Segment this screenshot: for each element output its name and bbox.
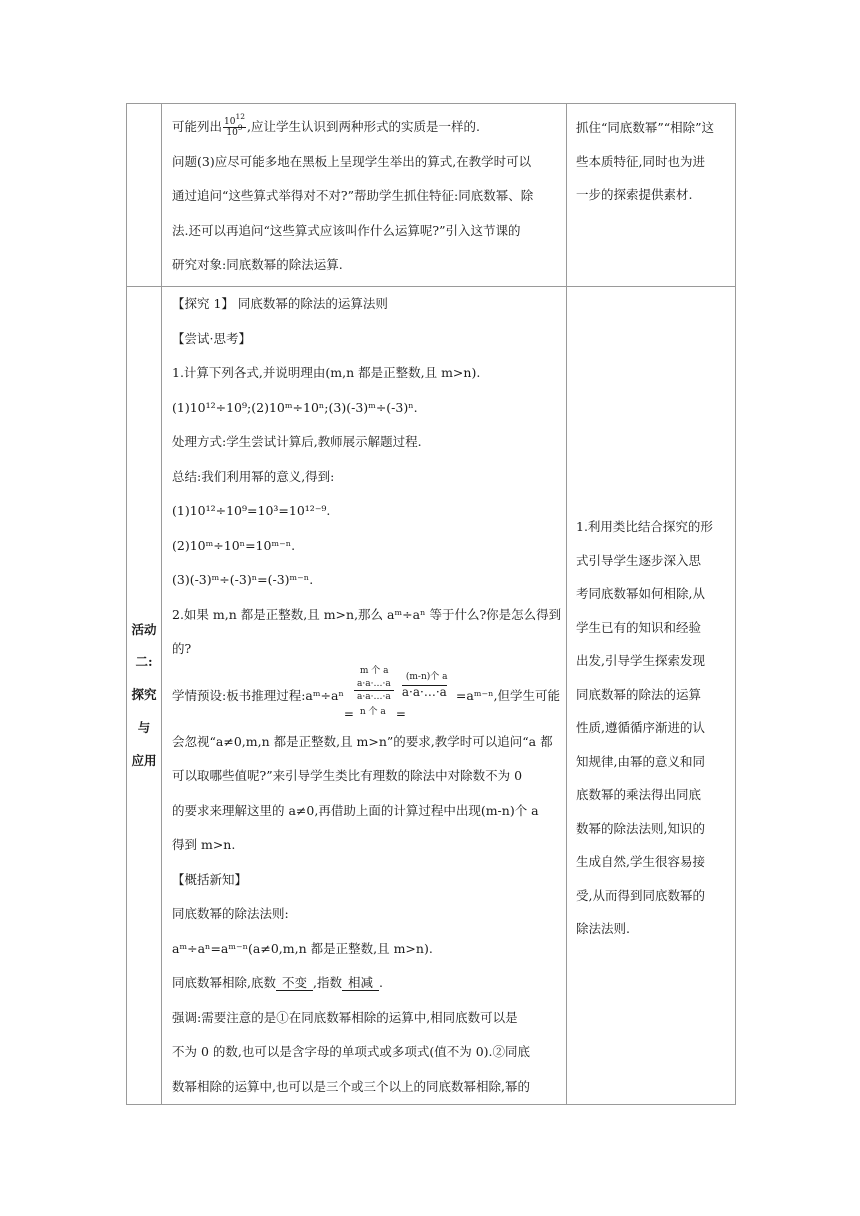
note-line: 同底数幂的除法的运算 [576, 686, 702, 702]
note-line: 出发,引导学生探索发现 [576, 653, 705, 668]
text-line: 不为 0 的数,也可以是含字母的单项式或多项式(值不为 0).②同底 [172, 1044, 531, 1059]
table-row [127, 104, 736, 287]
activity-label-line: 活动 [131, 621, 157, 637]
text-line: 可以取哪些值呢?”来引导学生类比有理数的除法中对除数不为 0 [172, 768, 523, 783]
text-line: 法.还可以再追问“这些算式应该叫作什么运算呢?”引入这节课的 [172, 222, 521, 238]
note-line: 式引导学生逐步深入思 [576, 552, 702, 568]
note-line: 除法法则. [576, 921, 630, 936]
note-line: 数幂的除法法则,知识的 [576, 820, 705, 836]
note-line: 性质,遵循循序渐进的认 [576, 720, 705, 735]
text-line: 可能列出 $\frac{10^{12}}{10^9}$ ,应让学生认识到两种形式的实质是一样的. [172, 112, 480, 138]
activity-label-cell-empty [127, 104, 162, 287]
fill-blank: 不变 [276, 976, 313, 991]
activity-label-cell [127, 287, 162, 1105]
activity-label-line: 应用 [131, 752, 157, 768]
note-line: 学生已有的知识和经验 [576, 619, 702, 635]
text-line: 数幂相除的运算中,也可以是三个或三个以上的同底数幂相除,幂的 [172, 1078, 530, 1094]
formula-line: (3)(-3)ᵐ÷(-3)ⁿ=(-3)ᵐ⁻ⁿ. [172, 572, 314, 587]
text-line: 处理方式:学生尝试计算后,教师展示解题过程. [172, 434, 422, 449]
question: 的? [172, 641, 192, 656]
activity-label-line: 二: [135, 654, 153, 670]
formula-line: (2)10ᵐ÷10ⁿ=10ᵐ⁻ⁿ. [172, 537, 296, 553]
fill-blank: 相减 [342, 976, 379, 991]
fraction: $\frac{10^{12}}{10^9}$ [224, 112, 246, 138]
process-cell [162, 104, 567, 287]
note-line: 受,从而得到同底数幂的 [576, 887, 705, 903]
table-row [127, 287, 736, 1105]
derivation-line: 学情预设:板书推理过程:aᵐ÷aⁿ = m 个 a a·a·…·a a·a·…·a n 个 a = (m-n)个 a a·a·…·a =aᵐ⁻ⁿ,但学生可能 [172, 667, 560, 725]
activity-label-line: 与 [137, 719, 151, 735]
formula-line: aᵐ÷aⁿ=aᵐ⁻ⁿ(a≠0,m,n 都是正整数,且 m>n). [172, 940, 433, 956]
note-line: 一步的探索提供素材. [576, 187, 693, 202]
text-line: 通过追问“这些算式举得对不对?”帮助学生抓住特征:同底数幂、除 [172, 188, 534, 203]
text-line: 得到 m>n. [172, 837, 236, 852]
note-line: 1.利用类比结合探究的形 [576, 519, 713, 534]
section-heading: 【探究 1】 同底数幂的除法的运算法则 [172, 296, 388, 311]
section-heading: 【概括新知】 [172, 871, 248, 887]
design-intent-cell [567, 104, 736, 287]
text-line: 研究对象:同底数幂的除法运算. [172, 257, 343, 272]
text-line: 强调:需要注意的是①在同底数幂相除的运算中,相同底数可以是 [172, 1009, 518, 1025]
question: 2.如果 m,n 都是正整数,且 m>n,那么 aᵐ÷aⁿ 等于什么?你是怎么得到 [172, 606, 562, 622]
activity-label-line: 探究 [131, 687, 157, 703]
section-heading: 【尝试·思考】 [172, 330, 251, 346]
note-line: 抓住“同底数幂”“相除”这 [576, 120, 715, 135]
note-line: 考同底数幂如何相除,从 [576, 586, 705, 601]
text-line: 会忽视“a≠0,m,n 都是正整数,且 m>n”的要求,教学时可以追问“a 都 [172, 733, 553, 749]
rule-words: 同底数幂相除,底数 不变 ,指数 相减 . [172, 975, 383, 990]
design-intent-cell [567, 287, 736, 1105]
derivation-fraction: = m 个 a a·a·…·a a·a·…·a n 个 a = (m-n)个 a a·a·…·a [343, 666, 448, 721]
text-line: 同底数幂的除法法则: [172, 906, 289, 921]
process-cell [162, 287, 567, 1105]
note-line: 些本质特征,同时也为进 [576, 153, 705, 169]
note-line: 底数幂的乘法得出同底 [576, 787, 702, 802]
note-line: 知规律,由幂的意义和同 [576, 753, 705, 769]
note-line: 生成自然,学生很容易接 [576, 854, 705, 869]
question: 1.计算下列各式,并说明理由(m,n 都是正整数,且 m>n). [172, 365, 481, 380]
text-line: 问题(3)应尽可能多地在黑板上呈现学生举出的算式,在教学时可以 [172, 153, 532, 169]
text-line: 的要求来理解这里的 a≠0,再借助上面的计算过程中出现(m-n)个 a [172, 802, 539, 818]
text-line: 总结:我们利用幂的意义,得到: [172, 468, 335, 484]
question-parts: (1)10¹²÷10⁹;(2)10ᵐ÷10ⁿ;(3)(-3)ᵐ÷(-3)ⁿ. [172, 399, 418, 415]
formula-line: (1)10¹²÷10⁹=10³=10¹²⁻⁹. [172, 503, 331, 518]
lesson-plan-table [126, 103, 736, 1105]
